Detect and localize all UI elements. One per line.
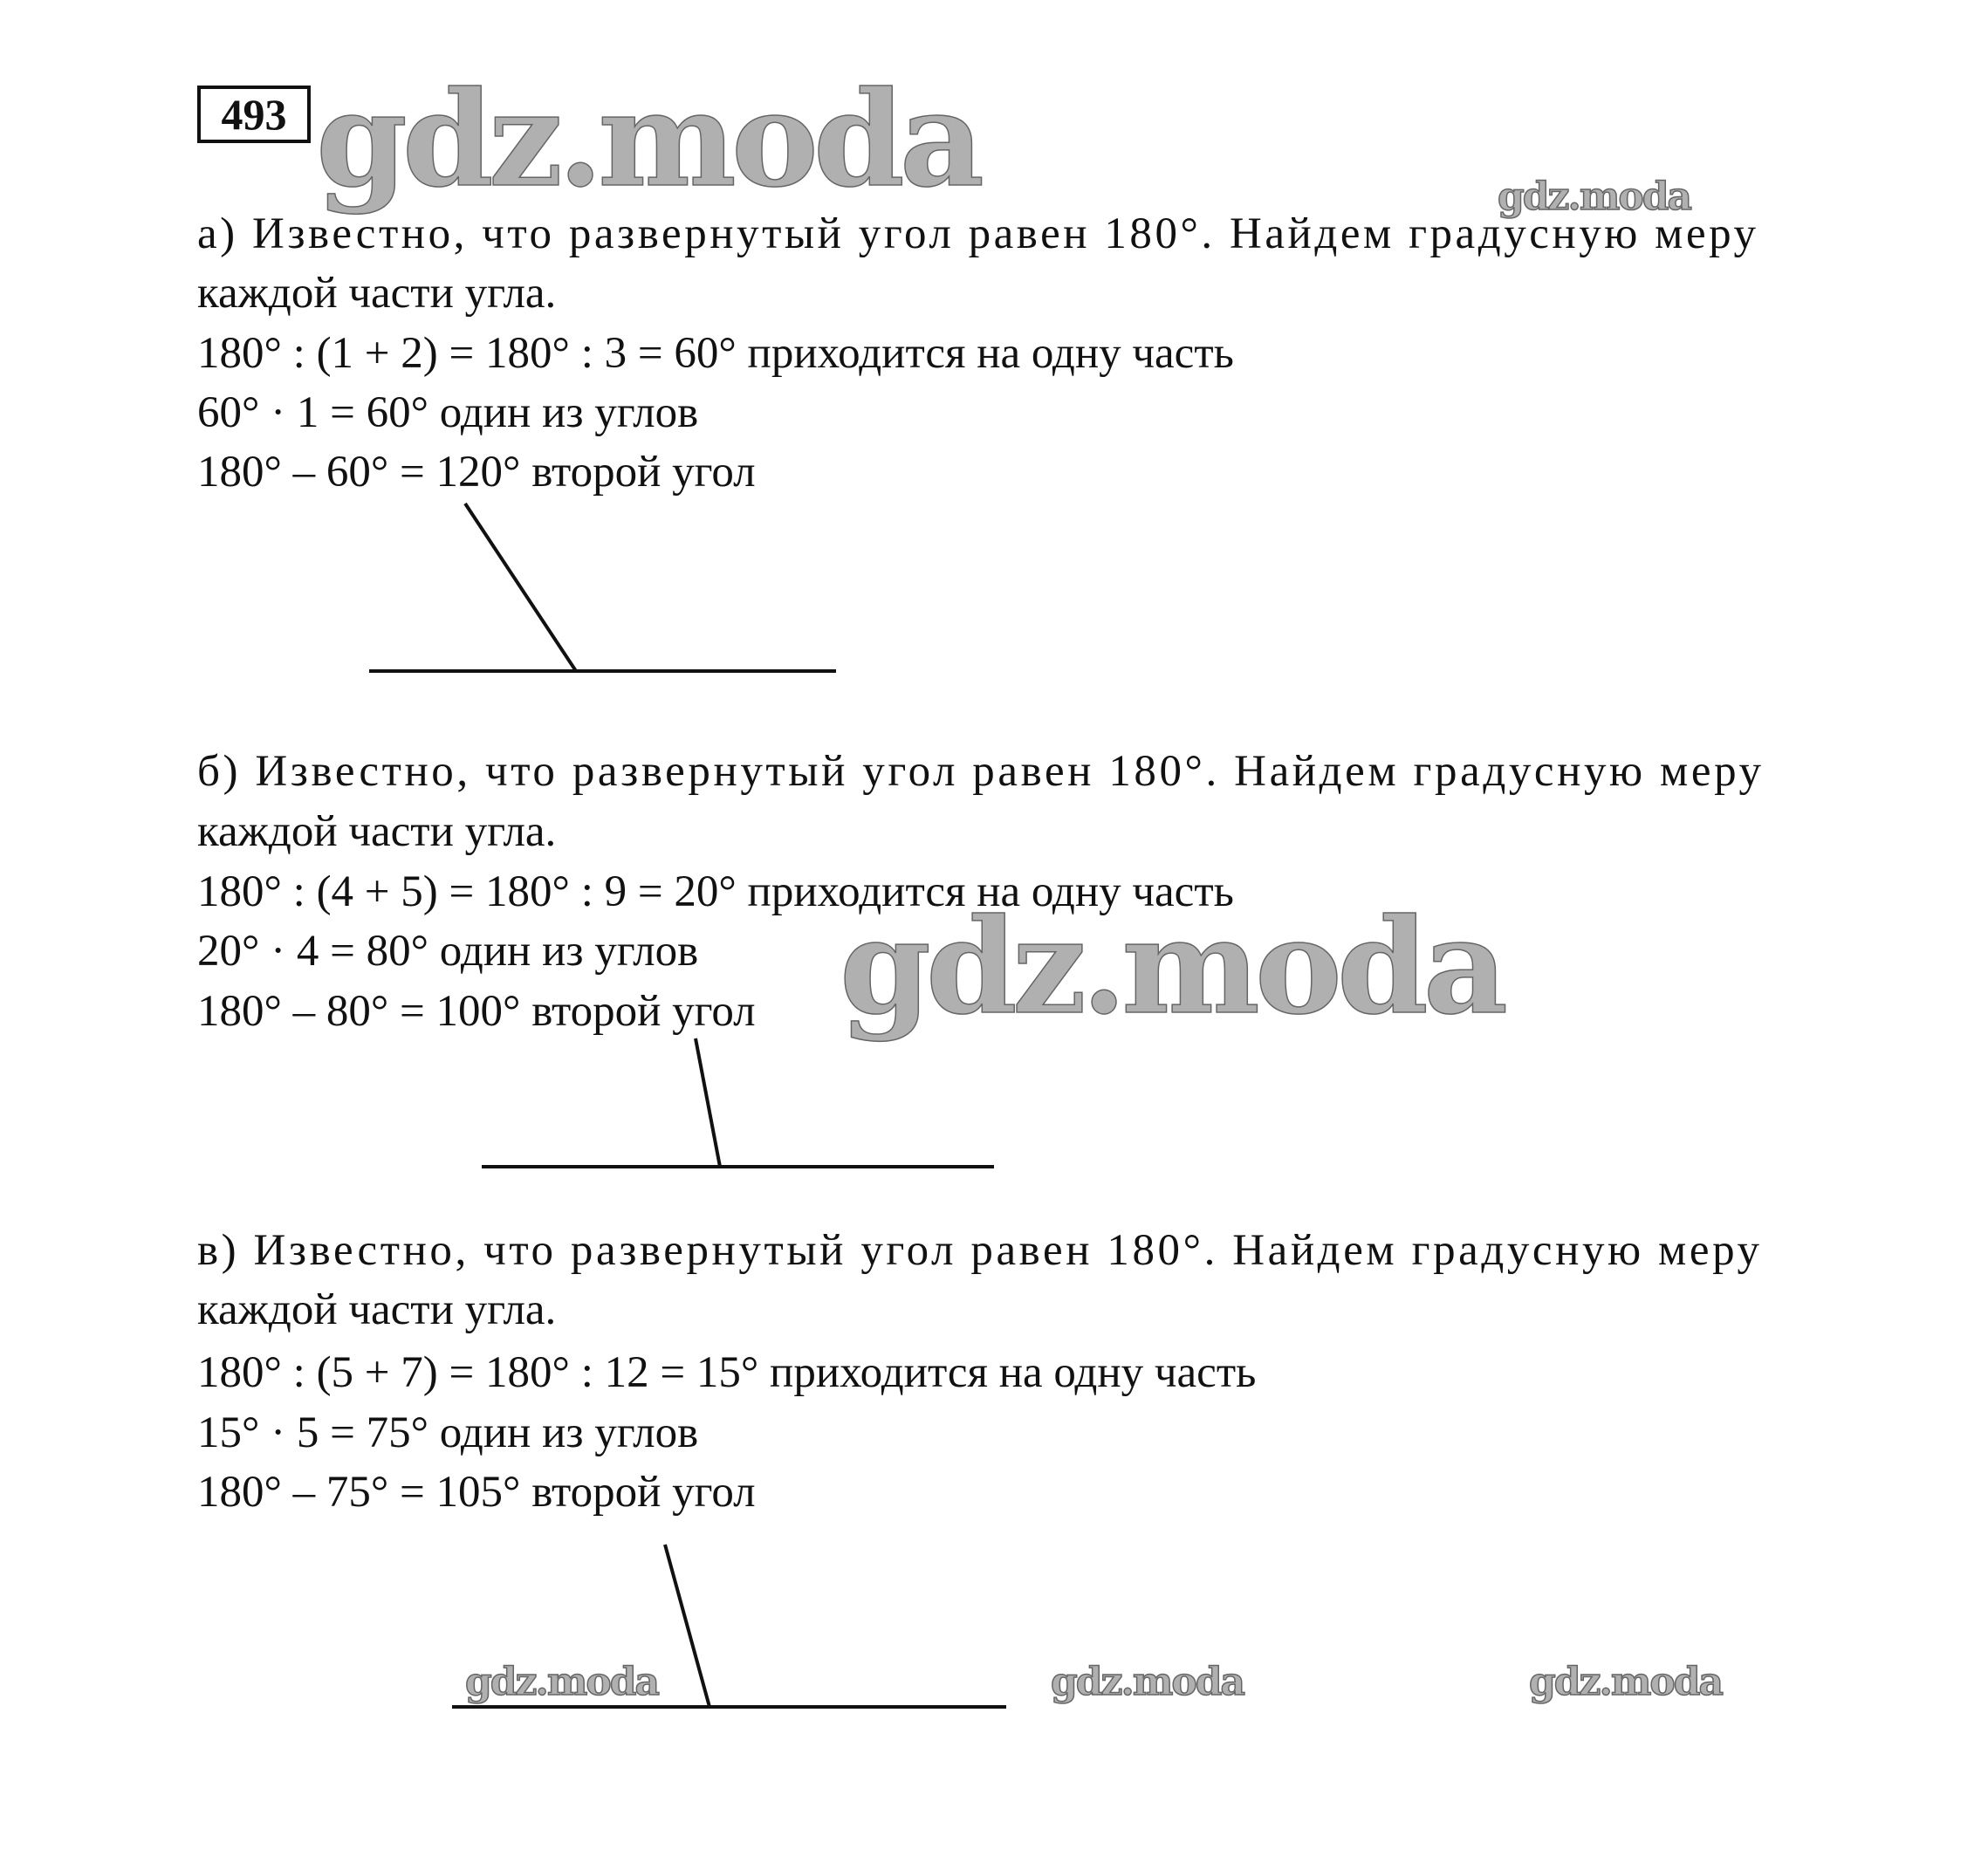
angle-diagram-a (369, 504, 836, 671)
text-line: 20° · 4 = 80° один из углов (197, 927, 699, 976)
angle-diagram-b (482, 1038, 994, 1167)
text-line: 180° – 60° = 120° второй угол (197, 448, 756, 497)
text-line: в) Известно, что развернутый угол равен 180°. Найдем градусную меру (197, 1226, 1759, 1275)
text-line: 180° : (5 + 7) = 180° : 12 = 15° приходится на одну часть (197, 1348, 1257, 1397)
section-a (197, 209, 1757, 671)
text-line: 180° : (4 + 5) = 180° : 9 = 20° приходится на одну часть (197, 867, 1234, 916)
watermark-logo: gdz.moda (1529, 1660, 1723, 1704)
text-line: а) Известно, что развернутый угол равен 180°. Найдем градусную меру (197, 209, 1756, 258)
text-line: 15° · 5 = 75° один из углов (197, 1408, 699, 1457)
watermark-logo: gdz.moda (840, 890, 1504, 1044)
text-line: 60° · 1 = 60° один из углов (197, 388, 699, 437)
watermark-logo: gdz.moda (1051, 1660, 1244, 1704)
text-line: каждой части угла. (197, 1285, 557, 1334)
problem-number-badge (199, 87, 309, 141)
watermark-logo: gdz.moda (316, 63, 980, 216)
problem-number: 493 (221, 90, 287, 139)
section-c (197, 1226, 1759, 1707)
text-line: б) Известно, что развернутый угол равен 180°. Найдем градусную меру (197, 747, 1762, 796)
text-line: 180° – 75° = 105° второй угол (197, 1468, 756, 1517)
watermark-logo: gdz.moda (465, 1660, 659, 1704)
text-line: 180° – 80° = 100° второй угол (197, 987, 756, 1036)
watermark-logo: gdz.moda (1498, 175, 1691, 219)
text-line: каждой части угла. (197, 269, 557, 318)
text-line: 180° : (1 + 2) = 180° : 3 = 60° приходится на одну часть (197, 329, 1234, 378)
text-line: каждой части угла. (197, 807, 557, 856)
